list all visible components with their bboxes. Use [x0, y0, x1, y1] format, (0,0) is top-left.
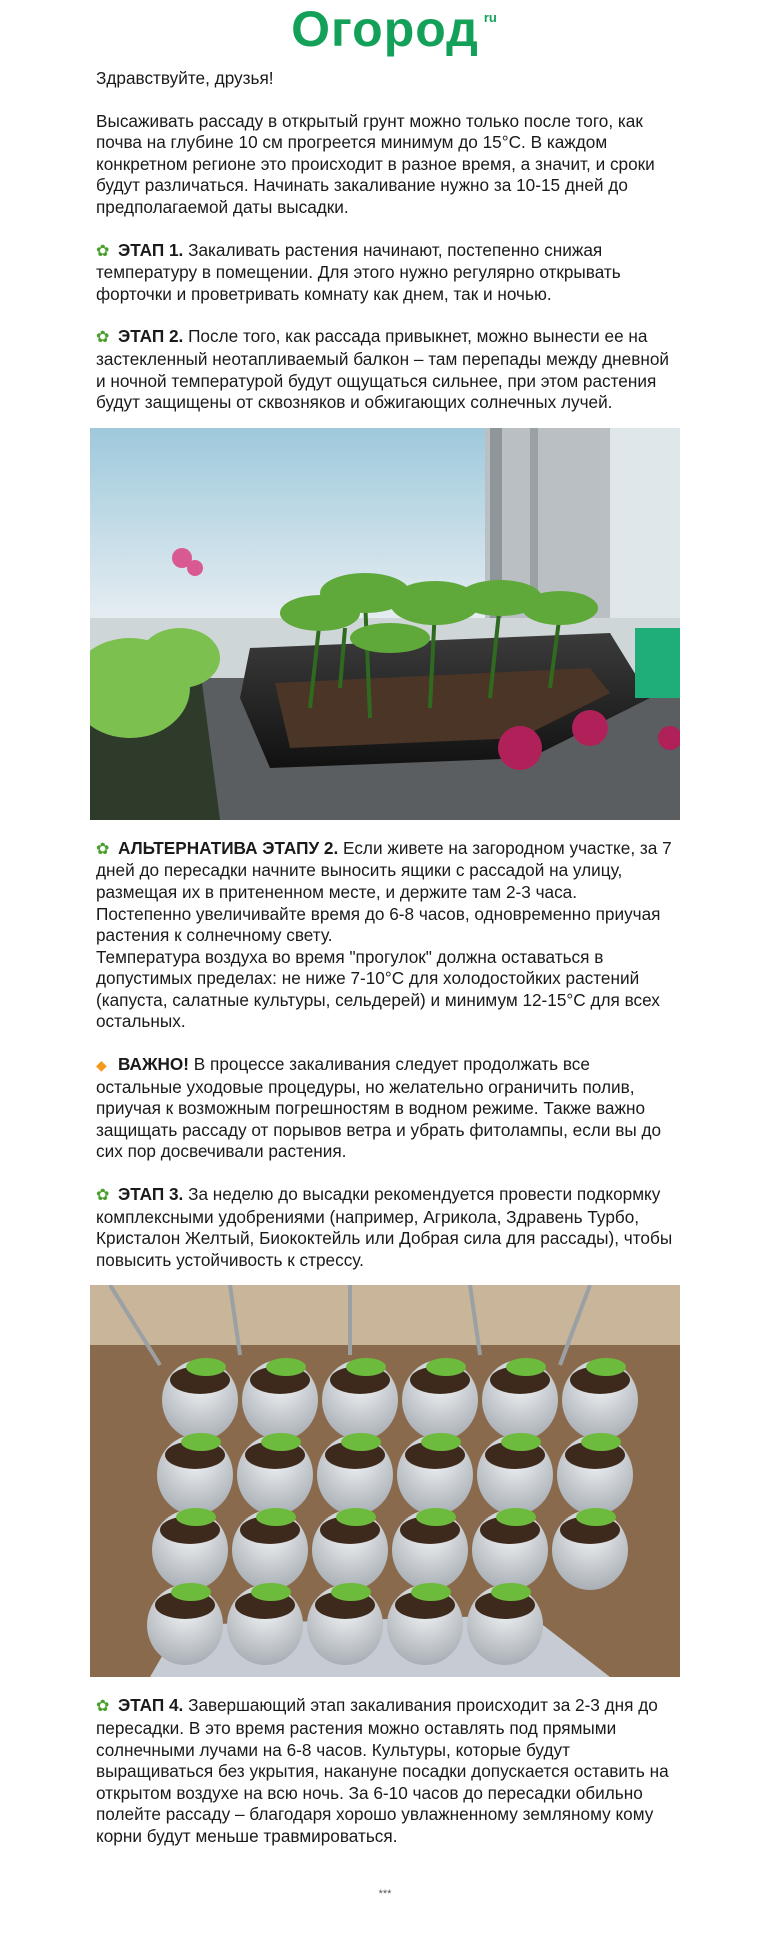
- logo-text: Огород: [291, 1, 479, 57]
- article: [90, 54, 680, 1900]
- seedlings-greenhouse-photo: [90, 1285, 680, 1677]
- logo[interactable]: [291, 1, 497, 57]
- footer-separator: ***: [378, 1887, 392, 1900]
- alt-stage2-paragraph: [96, 838, 674, 947]
- stage4-text: Завершающий этап закаливания происходит за 2-3 дня до пересадки. В это время растения можно оставлять под прямыми солнечными лучами на 6-8 часов. Культуры, которые будут выращиваться без укрытия, накануне посадки допускается оставить на открытом воздухе на всю ночь. За 6-10 часов до пересадки обильно полейте рассаду – благодаря хорошо увлажненному земляному кому корни будут меньше травмироваться.: [96, 1695, 669, 1846]
- stage2-title: ЭТАП 2.: [118, 326, 184, 347]
- stage1-text: Закаливать растения начинают, постепенно снижая температуру в помещении. Для этого нужно регулярно открывать форточки и проветривать комнату как днем, так и ночью.: [96, 239, 621, 304]
- email-body: [90, 0, 680, 1900]
- seedlings-windowsill-photo: [90, 428, 680, 820]
- stage3-title: ЭТАП 3.: [118, 1184, 184, 1205]
- alt-stage2-text: Если живете на загородном участке, за 7 дней до пересадки начните выносить ящики с рассадой на улицу, размещая их в притененном месте, и держите там 2-3 часа. Постепенно увеличивайте время до 6-8 часов, одновременно приучая растения к солнечному свету.: [96, 837, 672, 946]
- orange-diamond-icon: ◆: [96, 1057, 107, 1074]
- important-title: ВАЖНО!: [118, 1054, 190, 1075]
- intro-paragraph: Высаживать рассаду в открытый грунт можно только после того, как почва на глубине 10 см прогреется минимум до 15°С. В каждом конкретном регионе это происходит в разное время, а значит, и сроки будут различаться. Начинать закаливание нужно за 10-15 дней до предполагаемой даты высадки.: [96, 110, 655, 217]
- greeting: Здравствуйте, друзья!: [96, 68, 274, 88]
- stage1-paragraph: [96, 240, 674, 306]
- seedling-icon: ✿: [96, 840, 110, 858]
- seedling-icon: ✿: [96, 1698, 110, 1716]
- important-paragraph: [96, 1054, 674, 1163]
- seedling-icon: ✿: [96, 329, 110, 347]
- seedling-icon: ✿: [96, 242, 110, 260]
- logo-superscript: ru: [483, 10, 497, 25]
- stage3-text: За неделю до высадки рекомендуется провести подкормку комплексными удобрениями (например, Агрикола, Здравень Турбо, Кристалон Желтый, Биококтейль или Добрая сила для рассады), чтобы повысить устойчивость к стрессу.: [96, 1184, 673, 1270]
- stage3-paragraph: [96, 1184, 674, 1271]
- header: [90, 0, 680, 57]
- stage4-paragraph: [96, 1695, 674, 1847]
- alt-stage2-title: АЛЬТЕРНАТИВА ЭТАПУ 2.: [118, 837, 339, 858]
- seedling-icon: ✿: [96, 1187, 110, 1205]
- important-text: В процессе закаливания следует продолжать все остальные уходовые процедуры, но желательно ограничить полив, приучая к возможным погрешностям в водном режиме. Также важно защищать рассаду от порывов ветра и убрать фитолампы, если вы до сих пор досвечивали растения.: [96, 1054, 662, 1162]
- stage1-title: ЭТАП 1.: [118, 239, 184, 260]
- stage2-text: После того, как рассада привыкнет, можно вынести ее на застекленный неотапливаемый балкон – там перепады между дневной и ночной температурой будут ощущаться сильнее, при этом растения будут защищены от сквозняков и обжигающих солнечных лучей.: [96, 326, 669, 413]
- stage4-title: ЭТАП 4.: [118, 1695, 184, 1716]
- alt-stage2-paragraph-2: Температура воздуха во время "прогулок" должна оставаться в допустимых пределах: не ниже 7-10°С для холодостойких растений (капуста, салатные культуры, сельдерей) и минимум 12-15°С для всех остальных.: [96, 946, 660, 1032]
- stage2-paragraph: [96, 326, 674, 413]
